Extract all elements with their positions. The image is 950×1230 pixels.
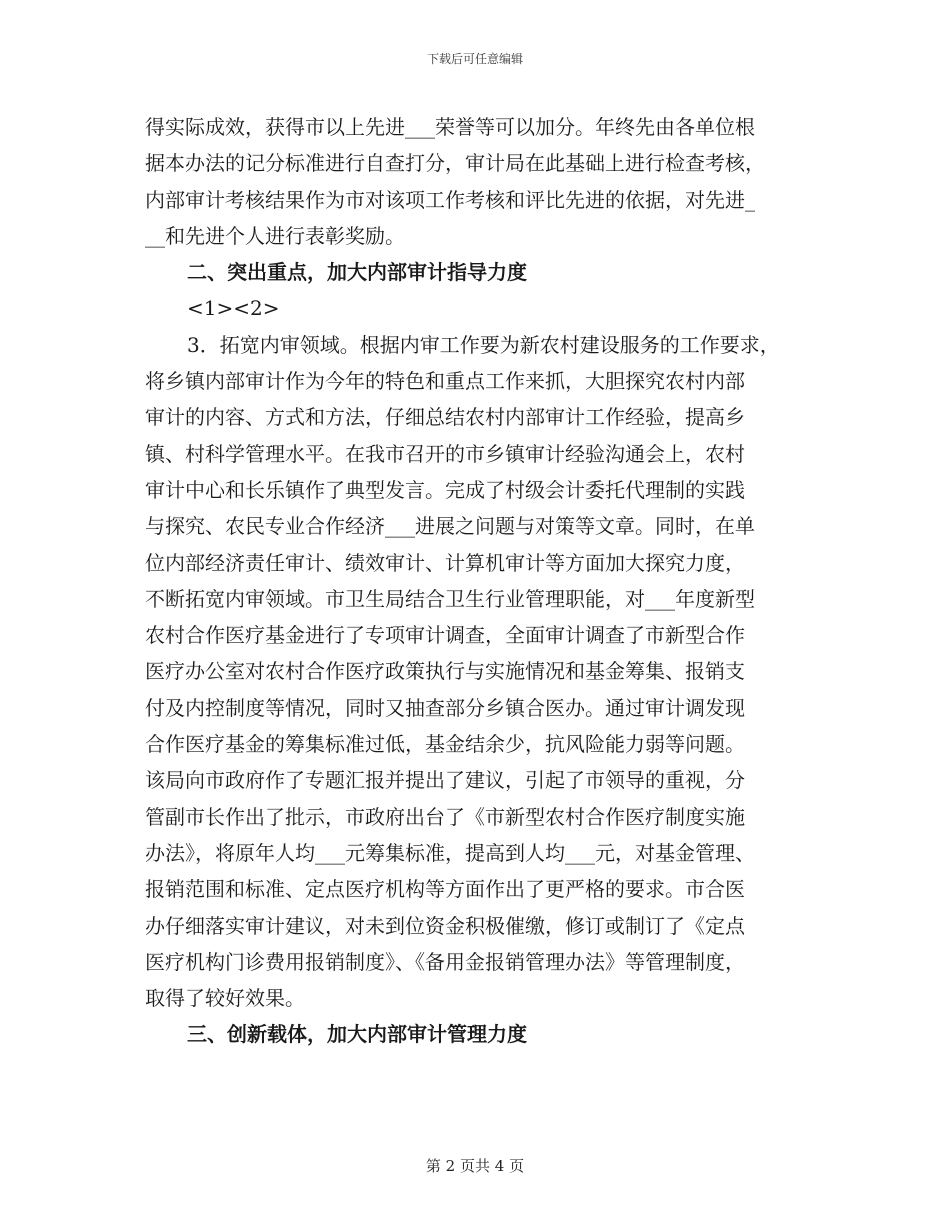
page-footer: 第 2 页共 4 页 <box>425 1157 525 1175</box>
paragraph-line: 不断拓宽内审领域。市卫生局结合卫生行业管理职能，对___年度新型 <box>145 586 755 611</box>
document-body <box>145 109 817 1053</box>
paragraph-line: 将乡镇内部审计作为今年的特色和重点工作来抓，大胆探究农村内部 <box>145 369 745 394</box>
paragraph-line: 医疗机构门诊费用报销制度》、《备用金报销管理办法》等管理制度， <box>145 949 745 974</box>
paragraph-line: 3．拓宽内审领域。根据内审工作要为新农村建设服务的工作要求， <box>187 332 780 357</box>
section-heading: 二、突出重点，加大内部审计指导力度 <box>187 260 527 285</box>
paragraph-line: 医疗办公室对农村合作医疗政策执行与实施情况和基金筹集、报销支 <box>145 659 745 684</box>
paragraph-line: 得实际成效，获得市以上先进___荣誉等可以加分。年终先由各单位根 <box>145 115 755 139</box>
paragraph-line: <1><2> <box>187 296 280 321</box>
page-header: 下载后可任意编辑 <box>426 52 523 66</box>
paragraph-line: 办仔细落实审计建议，对未到位资金积极催缴，修订或制订了《定点 <box>145 913 745 938</box>
section-heading: 三、创新载体，加大内部审计管理力度 <box>187 1022 527 1047</box>
paragraph-line: 与探究、农民专业合作经济___进展之问题与对策等文章。同时，在单 <box>145 514 755 539</box>
paragraph-line: 办法》，将原年人均___元筹集标准，提高到人均___元，对基金管理、 <box>145 840 755 865</box>
paragraph-line: 内部审计考核结果作为市对该项工作考核和评比先进的依据，对先进_ <box>145 187 755 212</box>
paragraph-line: __和先进个人进行表彰奖励。 <box>145 223 405 248</box>
paragraph-line: 农村合作医疗基金进行了专项审计调查，全面审计调查了市新型合作 <box>145 623 745 648</box>
paragraph-line: 取得了较好效果。 <box>145 986 305 1011</box>
paragraph-line: 镇、村科学管理水平。在我市召开的市乡镇审计经验沟通会上，农村 <box>145 441 745 466</box>
paragraph-line: 该局向市政府作了专题汇报并提出了建议，引起了市领导的重视，分 <box>145 768 745 793</box>
paragraph-line: 审计的内容、方式和方法，仔细总结农村内部审计工作经验，提高乡 <box>145 405 745 430</box>
paragraph-line: 据本办法的记分标准进行自查打分，审计局在此基础上进行检查考核， <box>145 151 765 176</box>
paragraph-line: 审计中心和长乐镇作了典型发言。完成了村级会计委托代理制的实践 <box>145 477 745 502</box>
paragraph-line: 合作医疗基金的筹集标准过低，基金结余少，抗风险能力弱等问题。 <box>145 732 745 757</box>
paragraph-line: 付及内控制度等情况，同时又抽查部分乡镇合医办。通过审计调发现 <box>145 695 745 720</box>
paragraph-line: 管副市长作出了批示，市政府出台了《市新型农村合作医疗制度实施 <box>145 804 745 829</box>
paragraph-line: 报销范围和标准、定点医疗机构等方面作出了更严格的要求。市合医 <box>145 877 745 902</box>
paragraph-line: 位内部经济责任审计、绩效审计、计算机审计等方面加大探究力度， <box>145 550 745 575</box>
